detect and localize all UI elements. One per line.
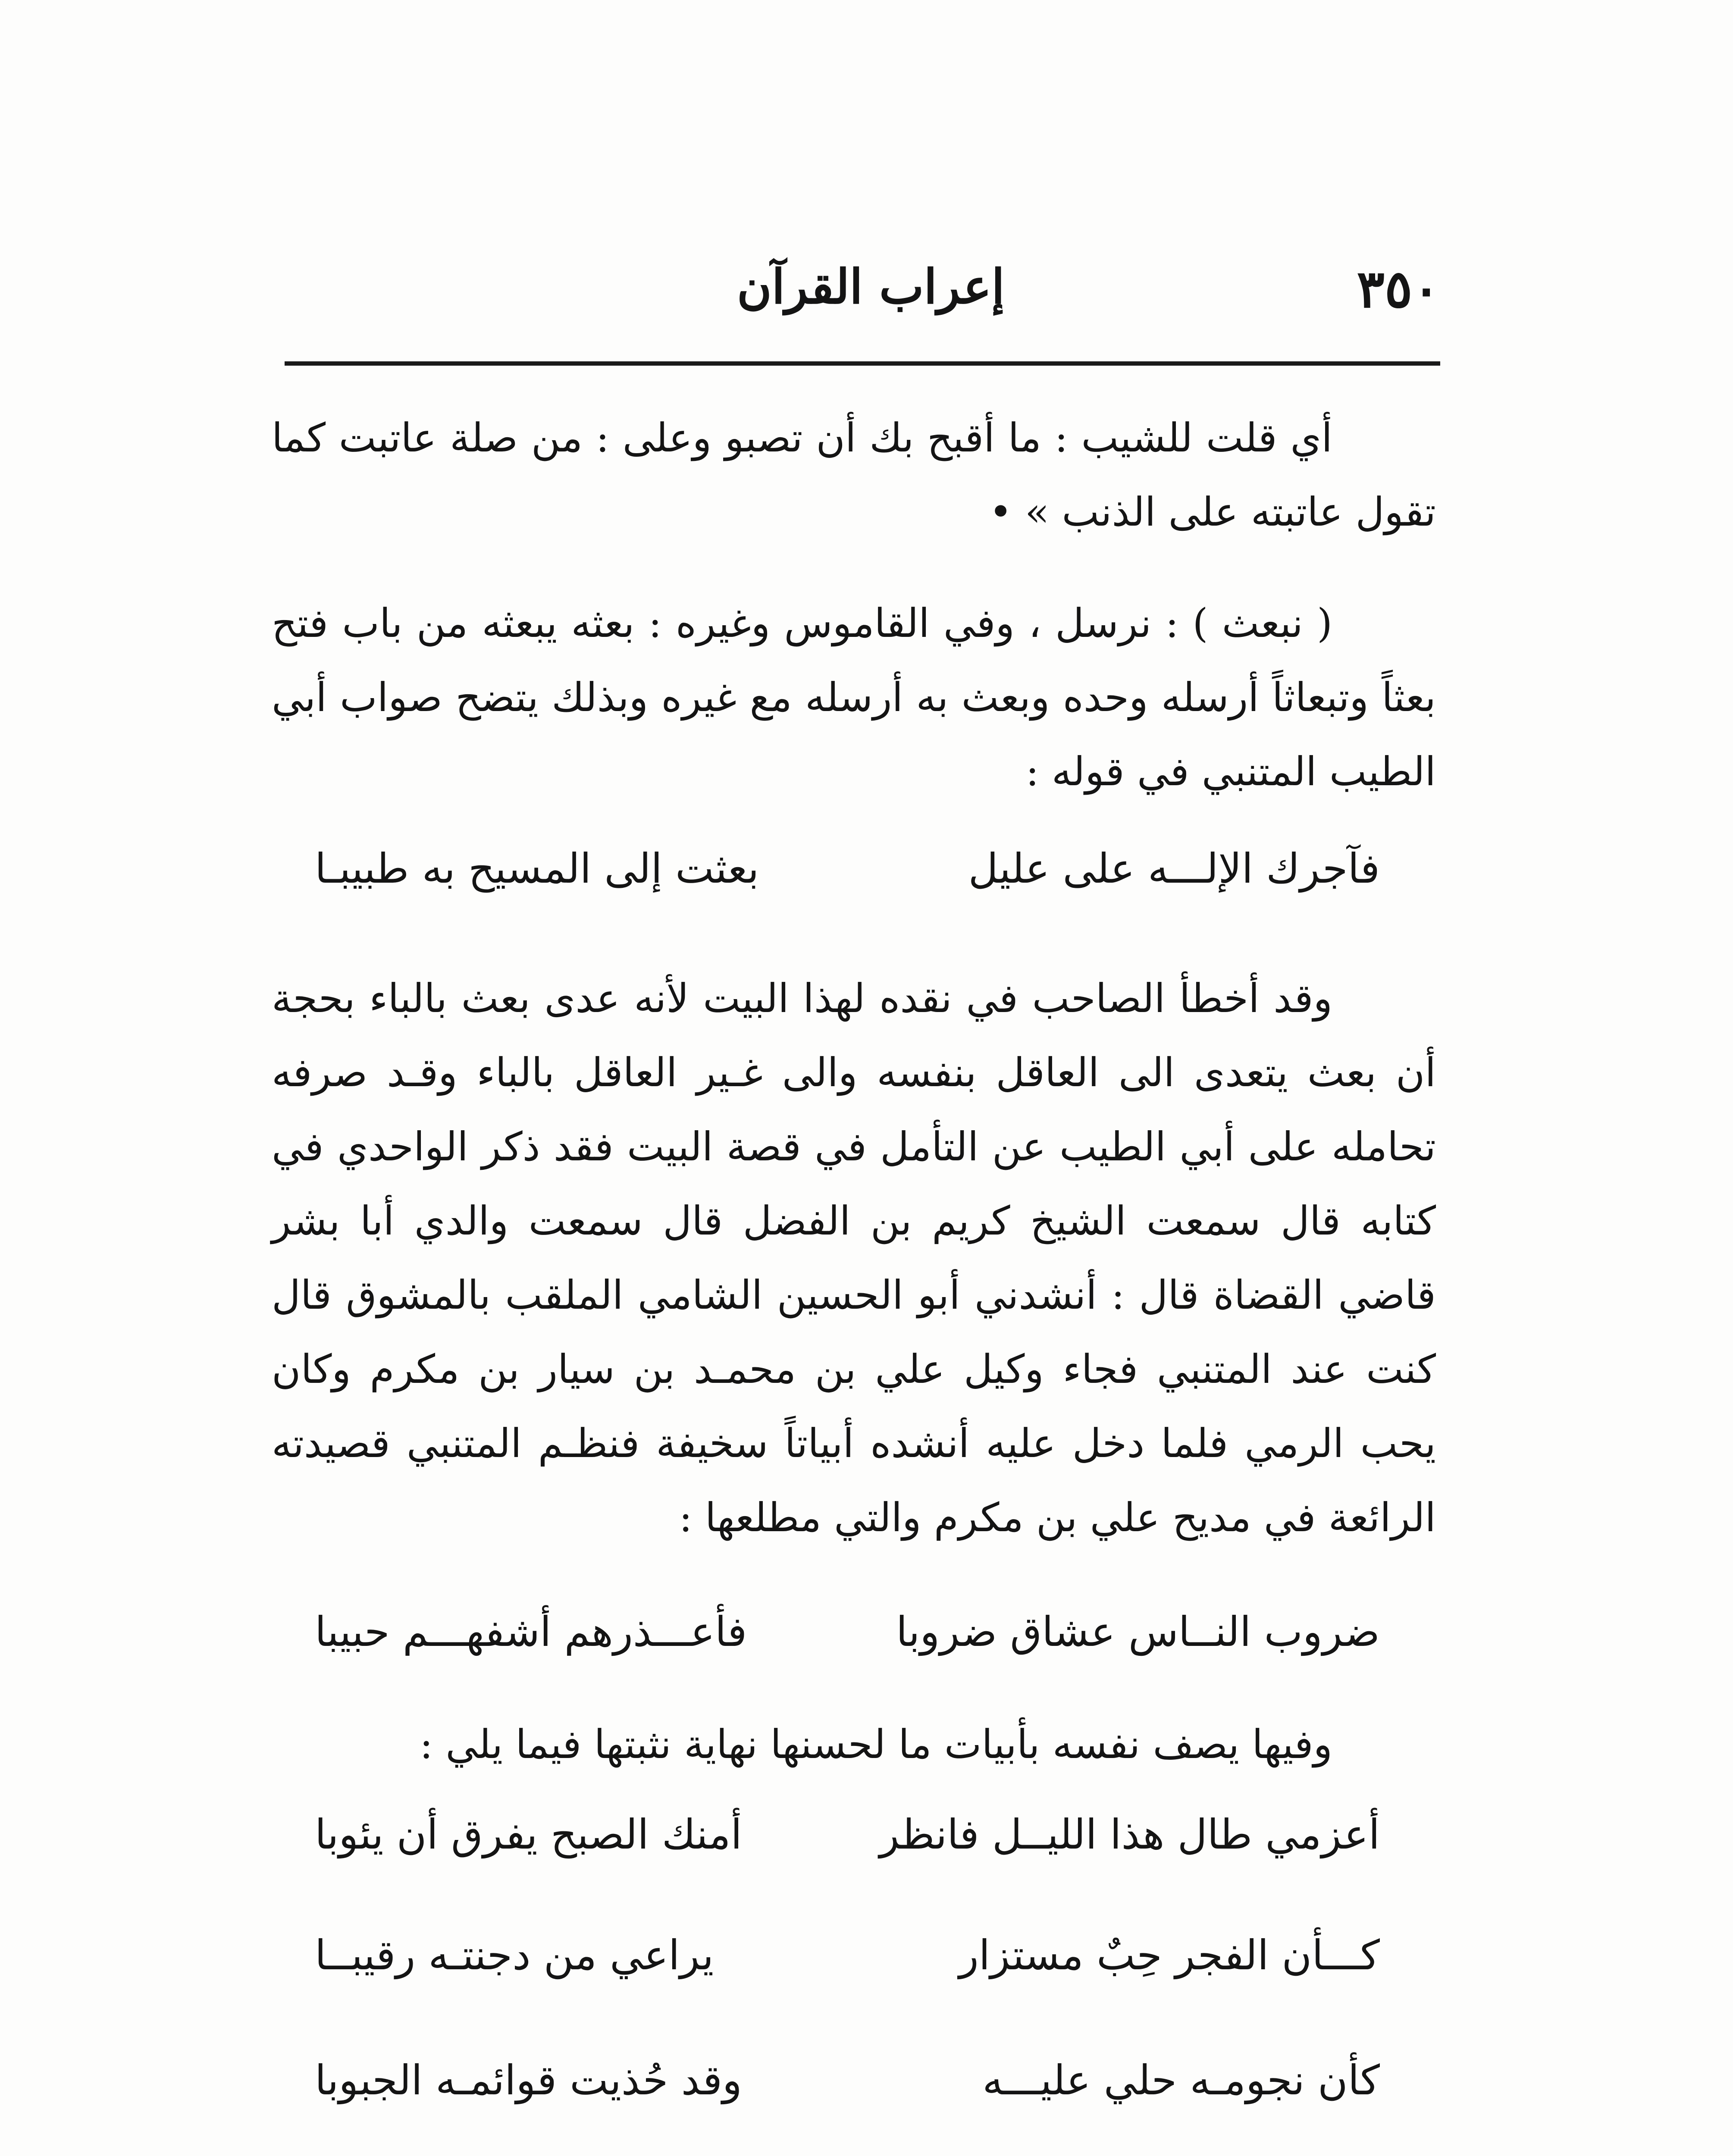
verse-line xyxy=(315,1811,1380,1876)
verse-first-hemistich: كـــأن الفجر حِبٌ مستزار xyxy=(959,1932,1380,1979)
verse-line xyxy=(315,1608,1380,1673)
verse-second-hemistich: فأعـــذرهم أشفهـــم حبيبا xyxy=(315,1608,747,1656)
paragraph-text: وفيها يصف نفسه بأبيات ما لحسنها نهاية نثبتها فيما يلي : xyxy=(420,1721,1332,1767)
verse-line xyxy=(315,845,1380,910)
verse-first-hemistich: فآجرك الإلـــه على عليل xyxy=(968,845,1380,893)
verse-first-hemistich: أعزمي طال هذا الليــل فانظر xyxy=(879,1811,1380,1858)
page-header xyxy=(285,254,1440,332)
running-title: إعراب القرآن xyxy=(736,259,1005,314)
verse-line xyxy=(315,2057,1380,2122)
paragraph-text: ( نبعث ) : نرسل ، وفي القاموس وغيره : بعثه يبعثه من باب فتح بعثاً وتبعاثاً أرسله وحده وبعث به أرسله مع غيره وبذلك يتضح صواب أبي الطيب المتنبي في قوله : xyxy=(272,600,1436,795)
paragraph xyxy=(272,586,1436,809)
verse-second-hemistich: بعثت إلى المسيح به طبيبـا xyxy=(315,845,759,893)
verse-second-hemistich: وقد حُذيت قوائمـه الجبوبا xyxy=(315,2057,742,2104)
paragraph-text: وقد أخطأ الصاحب في نقده لهذا البيت لأنه عدى بعث بالباء بحجة أن بعث يتعدى الى العاقل بنفسه والى غـير العاقل بالباء وقـد صرفه تحامله على أبي الطيب عن التأمل في قصة البيت فقد ذكر الواحدي في كتابه قال سمعت الشيخ كريم بن الفضل قال سمعت والدي أبا بشر قاضي القضاة قال : أنشدني أبو الحسين الشامي الملقب بالمشوق قال كنت عند المتنبي فجاء وكيل علي بن محمـد بن سيار بن مكرم وكان يحب الرمي فلما دخل عليه أنشده أبياتاً سخيفة فنظـم المتنبي قصيدته الرائعة في مديح علي بن مكرم والتي مطلعها : xyxy=(272,975,1436,1541)
paragraph xyxy=(272,962,1436,1555)
paragraph xyxy=(272,1708,1436,1782)
header-rule xyxy=(285,361,1440,366)
verse-first-hemistich: ضروب النــاس عشاق ضروبا xyxy=(896,1608,1380,1656)
verse-first-hemistich: كأن نجومـه حلي عليـــه xyxy=(982,2057,1380,2104)
page-number: ٣٥٠ xyxy=(1357,259,1440,320)
paragraph xyxy=(272,401,1436,549)
verse-second-hemistich: أمنك الصبح يفرق أن يئوبا xyxy=(315,1811,742,1858)
paragraph-text: أي قلت للشيب : ما أقبح بك أن تصبو وعلى : من صلة عاتبت كما تقول عاتبته على الذنب » • xyxy=(272,415,1436,535)
verse-second-hemistich: يراعي من دجنتـه رقيبــا xyxy=(315,1932,714,1979)
verse-line xyxy=(315,1932,1380,1996)
